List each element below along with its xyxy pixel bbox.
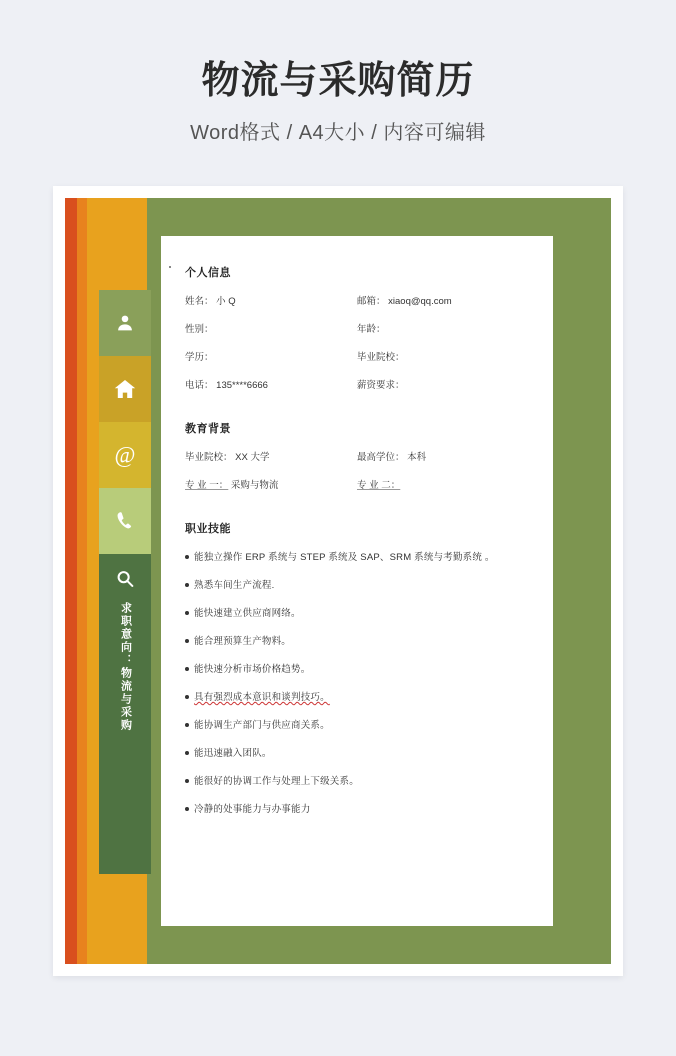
field-label: 电话： [185,380,214,391]
phone-icon [114,510,136,532]
bullet-icon [185,608,194,619]
list-item [185,598,529,626]
skill-text: 能快速建立供应商网络。 [194,608,301,619]
field-label: 邮箱： [357,296,386,307]
field-label: 薪资要求： [357,380,405,391]
bullet-icon [185,720,194,731]
bullet-icon [185,552,194,563]
list-item [185,794,529,822]
list-item [185,766,529,794]
field-label: 最高学位： [357,452,405,463]
list-item [185,542,529,570]
field-label: 毕业院校： [357,352,405,363]
svg-text:@: @ [114,442,136,468]
table-row [185,342,529,370]
field-value[interactable]: 采购与物流 [230,480,279,491]
sidebar-block-email [99,422,151,488]
list-item [185,570,529,598]
list-item [185,682,529,710]
at-icon [112,442,138,468]
sidebar-block-home [99,356,151,422]
education-table [185,442,529,498]
list-item [185,654,529,682]
field-value[interactable]: XX 大学 [235,452,270,463]
skill-text: 能迅速融入团队。 [194,748,272,759]
bullet-icon [185,636,194,647]
list-item [185,710,529,738]
section-title-skills: 职业技能 [185,523,231,535]
home-icon [113,377,137,401]
skill-text: 能很好的协调工作与处理上下级关系。 [194,776,359,787]
search-icon [114,568,136,590]
bullet-icon [185,748,194,759]
decorative-dot [169,266,171,268]
table-row [185,370,529,398]
personal-info-table [185,286,529,398]
skill-text: 能合理预算生产物料。 [194,636,292,647]
resume-sheet [161,236,553,926]
stripe-red [65,198,77,964]
user-icon [114,312,136,334]
skills-list [185,542,529,822]
field-label: 专 业 二： [357,480,401,491]
section-title-personal: 个人信息 [185,267,231,279]
table-row [185,286,529,314]
field-label: 专 业 一： [185,480,229,491]
sidebar-block-objective [99,554,151,874]
bullet-icon [185,804,194,815]
field-label: 学历： [185,352,214,363]
sidebar-block-personal [99,290,151,356]
list-item [185,626,529,654]
field-value[interactable]: 135****6666 [216,380,268,391]
skill-text: 能独立操作 ERP 系统与 STEP 系统及 SAP、SRM 系统与考勤系统 。 [194,552,495,563]
page-title: 物流与采购简历 [201,60,475,102]
page-subtitle: Word格式 / A4大小 / 内容可编辑 [190,122,486,144]
stripe-orange [77,198,87,964]
skill-text: 熟悉车间生产流程. [194,580,275,591]
sidebar-objective-label: 求职意向：物流与采购 [119,602,132,732]
field-label: 姓名： [185,296,214,307]
bullet-icon [185,776,194,787]
header [0,0,676,145]
field-label: 毕业院校： [185,452,233,463]
table-row [185,442,529,470]
field-value[interactable]: 本科 [407,452,427,463]
list-item [185,738,529,766]
bullet-icon [185,580,194,591]
skill-text: 能快速分析市场价格趋势。 [194,664,311,675]
sidebar-block-phone [99,488,151,554]
table-row [185,314,529,342]
bullet-icon [185,692,194,703]
resume-document [65,198,611,964]
document-preview-frame[interactable] [53,186,623,976]
table-row [185,470,529,498]
bullet-icon [185,664,194,675]
field-value[interactable]: xiaoq@qq.com [388,296,452,307]
section-title-education: 教育背景 [185,423,231,435]
skill-text: 冷静的处事能力与办事能力 [194,804,311,815]
field-label: 性别： [185,324,214,335]
sidebar-icon-column [99,290,151,874]
field-label: 年龄： [357,324,386,335]
skill-text: 能协调生产部门与供应商关系。 [194,720,330,731]
field-value[interactable]: 小 Q [216,296,236,307]
skill-text: 具有强烈成本意识和谈判技巧。 [194,692,330,703]
